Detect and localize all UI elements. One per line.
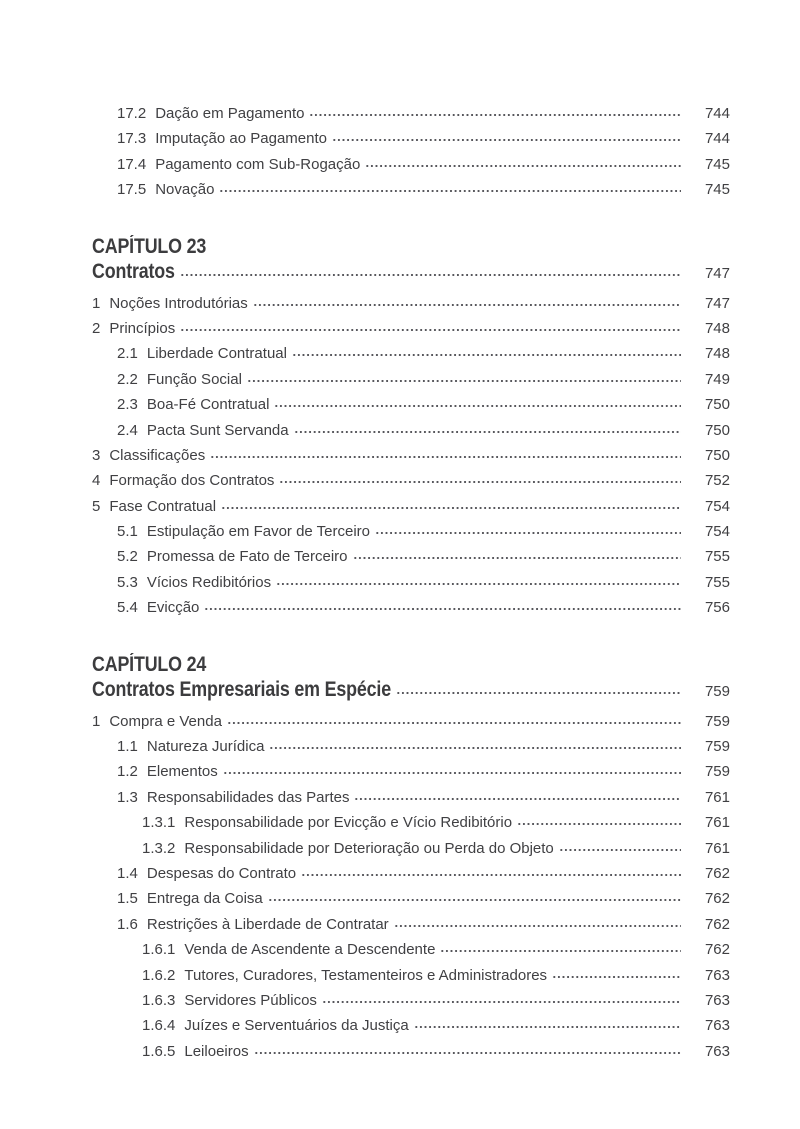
- entry-number: 4: [92, 472, 101, 490]
- toc-entry: [92, 472, 730, 497]
- entry-page-number: 755: [704, 548, 730, 566]
- entry-page-number: 750: [704, 421, 730, 439]
- entry-label: Formação dos Contratos: [109, 472, 275, 490]
- entry-label: Dação em Pagamento: [155, 105, 305, 122]
- entry-page-number: 763: [704, 1042, 730, 1060]
- dot-leader: [414, 1018, 681, 1030]
- chapter-heading: [92, 234, 730, 260]
- dot-leader: [309, 106, 681, 118]
- entry-page-number: 755: [704, 573, 730, 591]
- entry-page-number: 744: [704, 105, 730, 122]
- chapter-page-number: 747: [704, 264, 730, 282]
- dot-leader: [440, 942, 681, 954]
- chapter-page-number: 759: [704, 682, 730, 700]
- toc-entry: [92, 181, 730, 206]
- entry-label: Pacta Sunt Servanda: [146, 421, 289, 439]
- entry-number: 1: [92, 294, 101, 312]
- entry-number: 1.4: [117, 864, 138, 882]
- dot-leader: [204, 600, 681, 612]
- toc-entry: [92, 967, 730, 992]
- chapter-title-row: [92, 260, 730, 288]
- entry-page-number: 748: [704, 319, 730, 337]
- entry-number: 17.2: [117, 105, 147, 122]
- entry-number: 2.4: [117, 421, 138, 439]
- entry-label: Responsabilidade por Deterioração ou Perda do Objeto: [184, 839, 554, 857]
- dot-leader: [253, 296, 681, 308]
- toc-entry: [92, 713, 730, 738]
- entry-label: Venda de Ascendente a Descendente: [184, 941, 436, 959]
- entry-number: 17.3: [117, 130, 147, 148]
- entry-number: 1.3: [117, 788, 138, 806]
- entry-label: Leiloeiros: [184, 1042, 249, 1060]
- entry-page-number: 748: [704, 345, 730, 363]
- entry-label: Entrega da Coisa: [146, 890, 263, 908]
- dot-leader: [269, 739, 681, 751]
- entry-label: Função Social: [146, 370, 242, 388]
- toc-entry: [92, 840, 730, 865]
- entry-number: 1.2: [117, 763, 138, 781]
- entry-label: Natureza Jurídica: [146, 738, 265, 756]
- dot-leader: [210, 448, 681, 460]
- toc-entry: [92, 941, 730, 966]
- entry-page-number: 763: [704, 1017, 730, 1035]
- entry-label: Pagamento com Sub-Rogação: [155, 155, 361, 173]
- entry-label: Noções Introdutórias: [109, 294, 248, 312]
- entry-page-number: 761: [704, 839, 730, 857]
- dot-leader: [268, 891, 681, 903]
- entry-number: 5.2: [117, 548, 138, 566]
- toc-entry: [92, 422, 730, 447]
- entry-number: 1.3.2: [142, 839, 176, 857]
- toc-entry: [92, 574, 730, 599]
- toc-entry: [92, 498, 730, 523]
- entry-label: Responsabilidade por Evicção e Vício Redibitório: [184, 814, 513, 832]
- entry-label: Fase Contratual: [109, 497, 217, 515]
- dot-leader: [294, 423, 681, 435]
- entry-page-number: 763: [704, 991, 730, 1009]
- dot-leader: [322, 993, 681, 1005]
- entry-label: Classificações: [109, 446, 206, 464]
- dot-leader: [375, 524, 681, 536]
- toc-entry: [92, 1043, 730, 1068]
- entry-number: 5: [92, 497, 101, 515]
- entry-number: 2.2: [117, 370, 138, 388]
- toc-entry: [92, 548, 730, 573]
- chapter-heading-text: CAPÍTULO 23: [92, 234, 207, 258]
- entry-label: Boa-Fé Contratual: [146, 396, 270, 414]
- entry-number: 17.4: [117, 155, 147, 173]
- dot-leader: [394, 917, 681, 929]
- toc-entry: [92, 789, 730, 814]
- toc-entry: [92, 295, 730, 320]
- entry-page-number: 756: [704, 599, 730, 617]
- entry-label: Novação: [155, 181, 215, 199]
- entry-number: 1.1: [117, 738, 138, 756]
- entry-page-number: 749: [704, 370, 730, 388]
- entry-page-number: 759: [704, 738, 730, 756]
- entry-page-number: 752: [704, 472, 730, 490]
- toc-entry: [92, 345, 730, 370]
- toc-entry: [92, 890, 730, 915]
- dot-leader: [292, 346, 681, 358]
- entry-label: Promessa de Fato de Terceiro: [146, 548, 348, 566]
- entry-number: 2: [92, 319, 101, 337]
- toc-body: [92, 105, 730, 1068]
- entry-label: Vícios Redibitórios: [146, 573, 272, 591]
- toc-entry: [92, 523, 730, 548]
- entry-page-number: 747: [704, 294, 730, 312]
- toc-entry: [92, 814, 730, 839]
- dot-leader: [254, 1044, 681, 1056]
- dot-leader: [552, 968, 681, 980]
- entry-label: Servidores Públicos: [184, 991, 317, 1009]
- dot-leader: [332, 131, 681, 143]
- toc-entry: [92, 763, 730, 788]
- toc-entry: [92, 1017, 730, 1042]
- entry-label: Despesas do Contrato: [146, 864, 297, 882]
- entry-page-number: 761: [704, 814, 730, 832]
- entry-page-number: 762: [704, 864, 730, 882]
- entry-number: 5.4: [117, 599, 138, 617]
- entry-number: 2.3: [117, 396, 138, 414]
- dot-leader: [517, 815, 681, 827]
- dot-leader: [276, 575, 681, 587]
- entry-label: Responsabilidades das Partes: [146, 788, 350, 806]
- entry-page-number: 759: [704, 763, 730, 781]
- toc-entry: [92, 599, 730, 624]
- entry-number: 1.3.1: [142, 814, 176, 832]
- entry-label: Tutores, Curadores, Testamenteiros e Administradores: [184, 966, 548, 984]
- entry-page-number: 762: [704, 941, 730, 959]
- toc-entry: [92, 130, 730, 155]
- entry-label: Elementos: [146, 763, 218, 781]
- entry-number: 1.6.5: [142, 1042, 176, 1060]
- chapter-heading: [92, 652, 730, 678]
- dot-leader: [353, 549, 681, 561]
- dot-leader: [221, 499, 681, 511]
- chapter-title-row: [92, 678, 730, 706]
- entry-label: Princípios: [109, 319, 176, 337]
- entry-page-number: 750: [704, 446, 730, 464]
- entry-label: Restrições à Liberdade de Contratar: [146, 915, 389, 933]
- entry-page-number: 745: [704, 155, 730, 173]
- entry-number: 1: [92, 712, 101, 730]
- entry-number: 1.6: [117, 915, 138, 933]
- entry-page-number: 761: [704, 788, 730, 806]
- entry-page-number: 754: [704, 497, 730, 515]
- chapter-title: Contratos Empresariais em Espécie: [92, 677, 391, 701]
- entry-label: Estipulação em Favor de Terceiro: [146, 523, 371, 541]
- toc-entry: [92, 156, 730, 181]
- dot-leader: [396, 684, 681, 696]
- entry-number: 1.6.2: [142, 966, 176, 984]
- dot-leader: [279, 473, 681, 485]
- dot-leader: [301, 866, 681, 878]
- chapter-block: [92, 234, 730, 288]
- dot-leader: [227, 714, 681, 726]
- entry-page-number: 745: [704, 181, 730, 199]
- toc-entry: [92, 320, 730, 345]
- entry-page-number: 759: [704, 712, 730, 730]
- toc-entry: [92, 865, 730, 890]
- dot-leader: [223, 764, 681, 776]
- entry-page-number: 762: [704, 890, 730, 908]
- dot-leader: [180, 266, 681, 278]
- entry-page-number: 762: [704, 915, 730, 933]
- entry-page-number: 754: [704, 523, 730, 541]
- toc-entry: [92, 447, 730, 472]
- entry-label: Liberdade Contratual: [146, 345, 287, 363]
- dot-leader: [274, 397, 681, 409]
- entry-label: Imputação ao Pagamento: [155, 130, 327, 148]
- toc-entry: [92, 738, 730, 763]
- chapter-heading-text: CAPÍTULO 24: [92, 652, 207, 676]
- entry-number: 17.5: [117, 181, 147, 199]
- entry-number: 1.6.4: [142, 1017, 176, 1035]
- dot-leader: [219, 182, 681, 194]
- toc-entry: [92, 992, 730, 1017]
- dot-leader: [365, 157, 681, 169]
- entry-label: Juízes e Serventuários da Justiça: [184, 1017, 409, 1035]
- toc-entry: [92, 371, 730, 396]
- toc-entry: [92, 916, 730, 941]
- entry-page-number: 744: [704, 130, 730, 148]
- entry-number: 5.1: [117, 523, 138, 541]
- entry-number: 3: [92, 446, 101, 464]
- entry-number: 5.3: [117, 573, 138, 591]
- chapter-title: Contratos: [92, 259, 175, 283]
- entry-number: 1.5: [117, 890, 138, 908]
- toc-entry: [92, 105, 730, 130]
- entry-number: 1.6.1: [142, 941, 176, 959]
- entry-label: Compra e Venda: [109, 712, 222, 730]
- dot-leader: [247, 372, 681, 384]
- entry-label: Evicção: [146, 599, 200, 617]
- entry-page-number: 750: [704, 396, 730, 414]
- entry-number: 2.1: [117, 345, 138, 363]
- dot-leader: [559, 841, 681, 853]
- toc-entry: [92, 396, 730, 421]
- chapter-block: [92, 652, 730, 706]
- dot-leader: [354, 790, 681, 802]
- entry-page-number: 763: [704, 966, 730, 984]
- dot-leader: [180, 321, 681, 333]
- entry-number: 1.6.3: [142, 991, 176, 1009]
